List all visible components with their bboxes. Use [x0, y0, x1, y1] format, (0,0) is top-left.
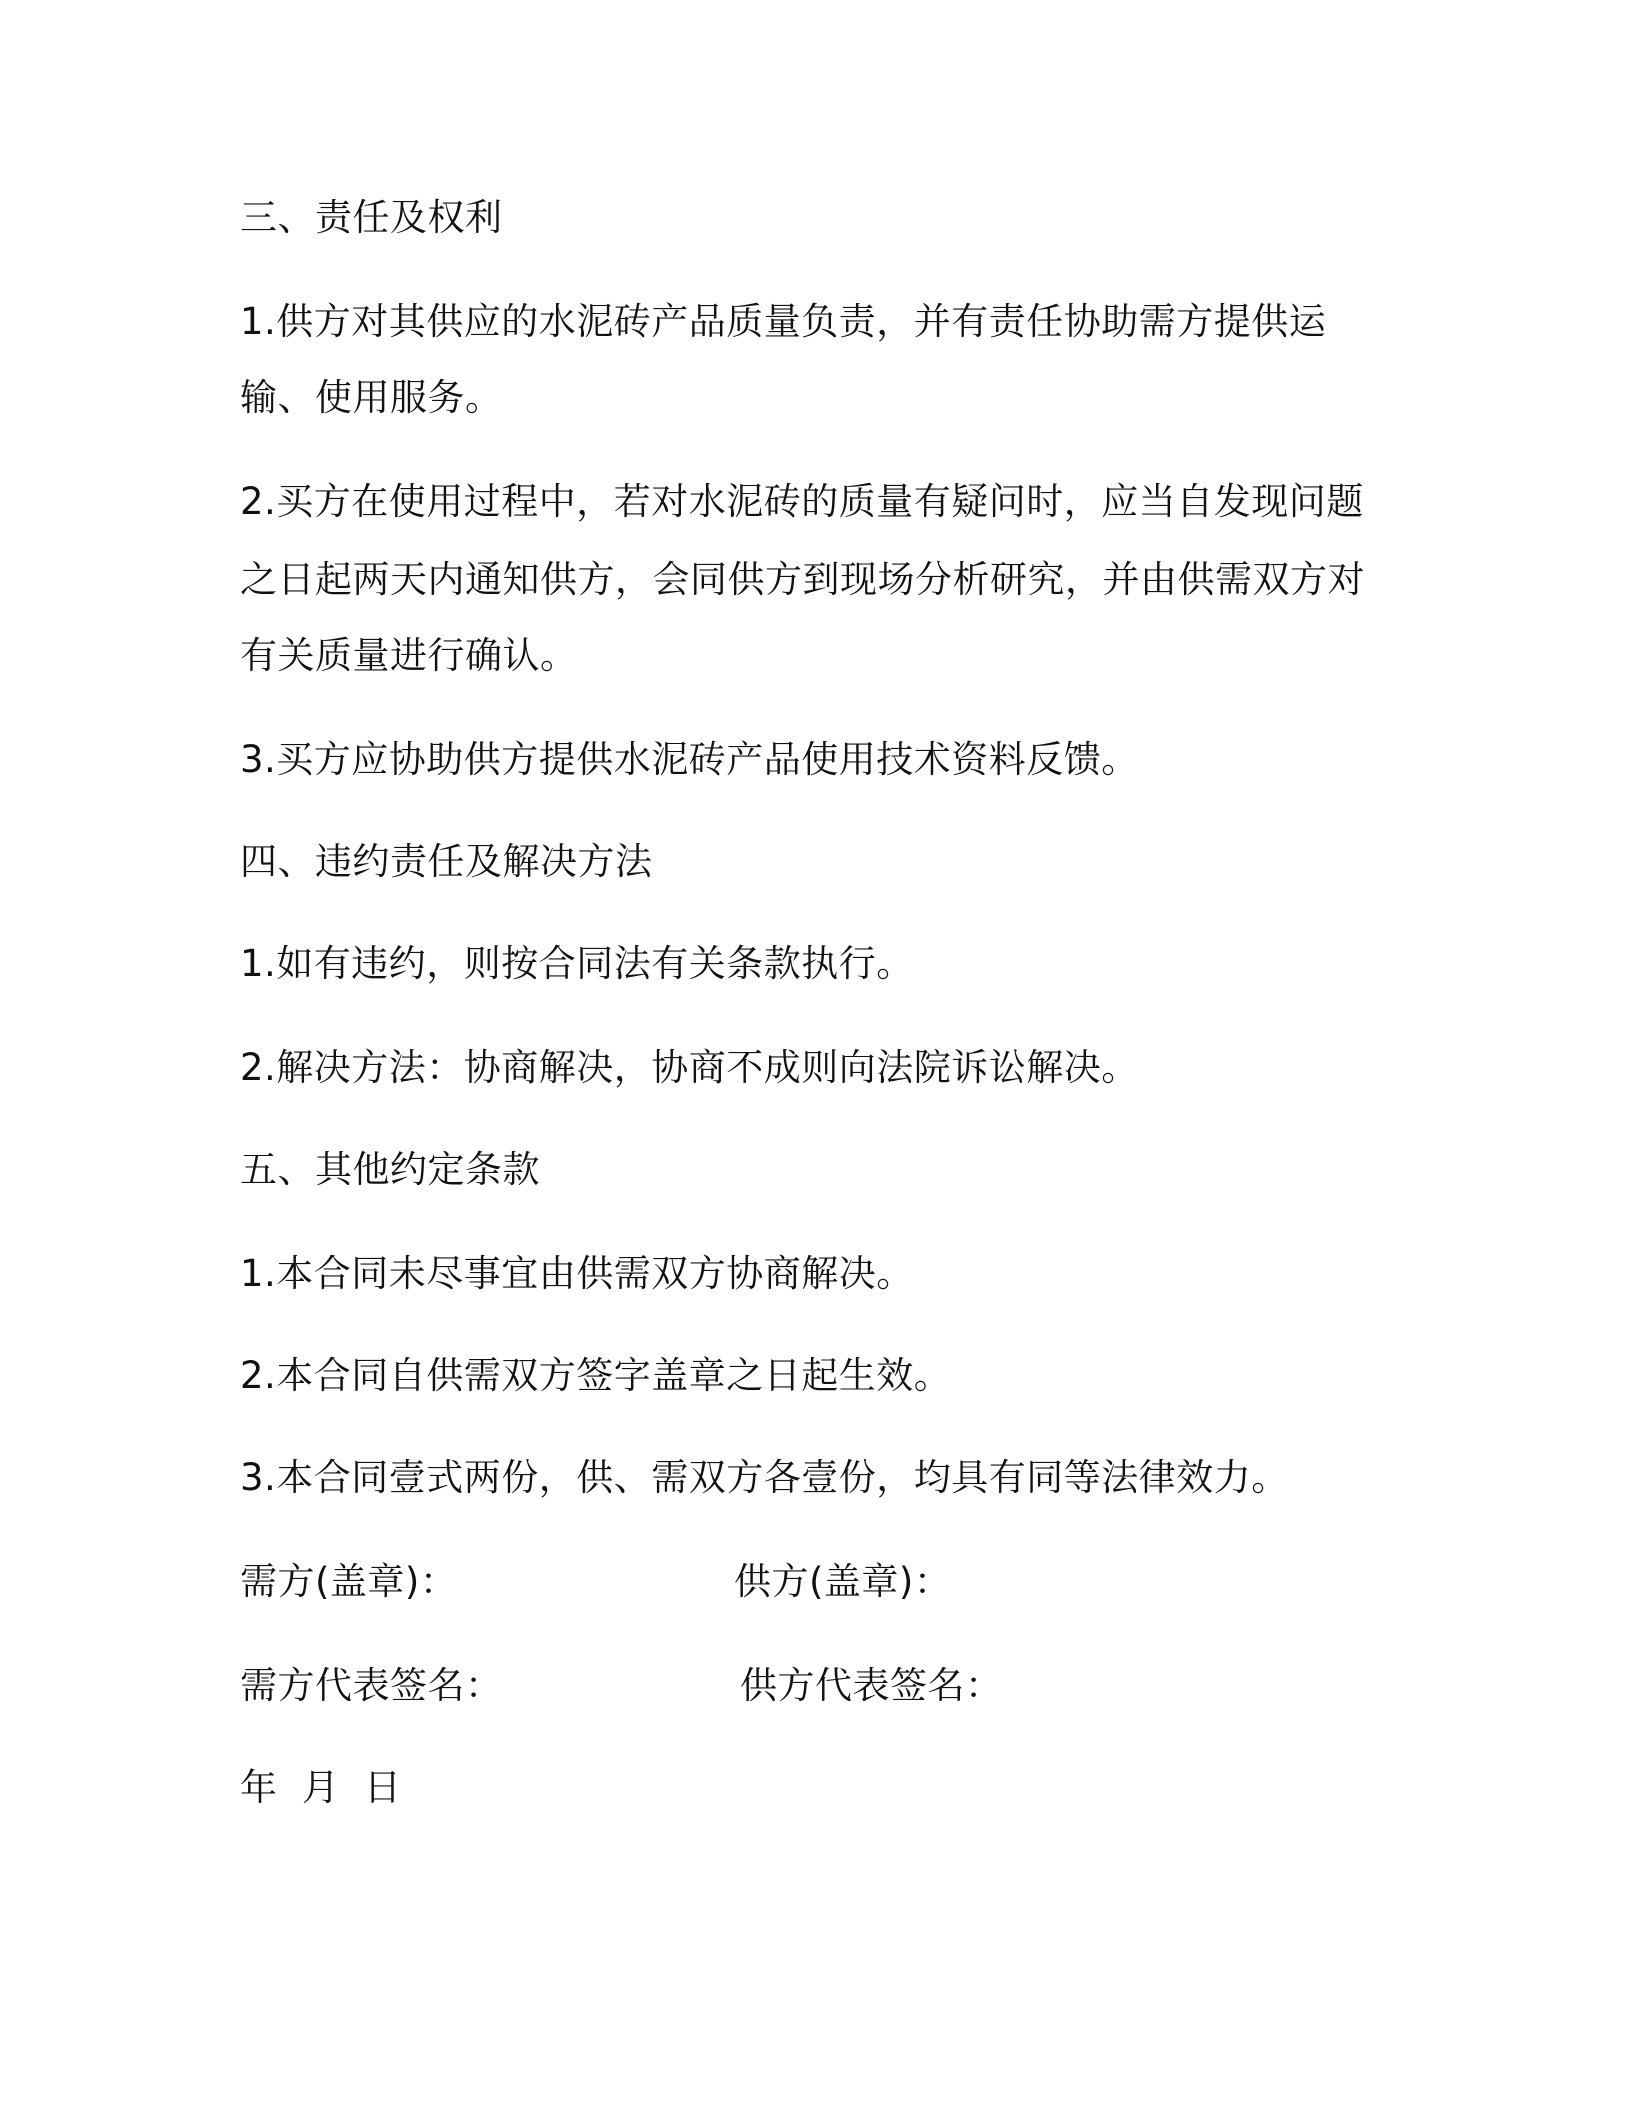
section-4-heading: 四、违约责任及解决方法 [240, 840, 653, 883]
supplier-seal-label: 供方(盖章)： [734, 1560, 952, 1603]
section-5-heading: 五、其他约定条款 [240, 1148, 540, 1191]
buyer-rep-signature-label: 需方代表签名： [240, 1664, 503, 1707]
section-3-item-2-line-2: 之日起两天内通知供方，会同供方到现场分析研究，并由供需双方对 [240, 558, 1365, 601]
section-3-item-2-line-3: 有关质量进行确认。 [240, 634, 578, 677]
section-5-item-1: 1.本合同未尽事宜由供需双方协商解决。 [240, 1252, 914, 1295]
section-3-item-1-line-1: 1.供方对其供应的水泥砖产品质量负责，并有责任协助需方提供运 [240, 300, 1327, 343]
supplier-rep-signature-label: 供方代表签名： [740, 1664, 1003, 1707]
section-5-item-2: 2.本合同自供需双方签字盖章之日起生效。 [240, 1354, 952, 1397]
date-line: 年 月 日 [240, 1766, 402, 1809]
section-5-item-3: 3.本合同壹式两份，供、需双方各壹份，均具有同等法律效力。 [240, 1456, 1289, 1499]
section-3-item-2-line-1: 2.买方在使用过程中，若对水泥砖的质量有疑问时，应当自发现问题 [240, 480, 1364, 523]
buyer-seal-label: 需方(盖章)： [240, 1560, 458, 1603]
section-3-item-1-line-2: 输、使用服务。 [240, 376, 503, 419]
section-3-heading: 三、责任及权利 [240, 196, 503, 239]
section-3-item-3: 3.买方应协助供方提供水泥砖产品使用技术资料反馈。 [240, 738, 1139, 781]
section-4-item-2: 2.解决方法：协商解决，协商不成则向法院诉讼解决。 [240, 1046, 1139, 1089]
section-4-item-1: 1.如有违约，则按合同法有关条款执行。 [240, 942, 914, 985]
